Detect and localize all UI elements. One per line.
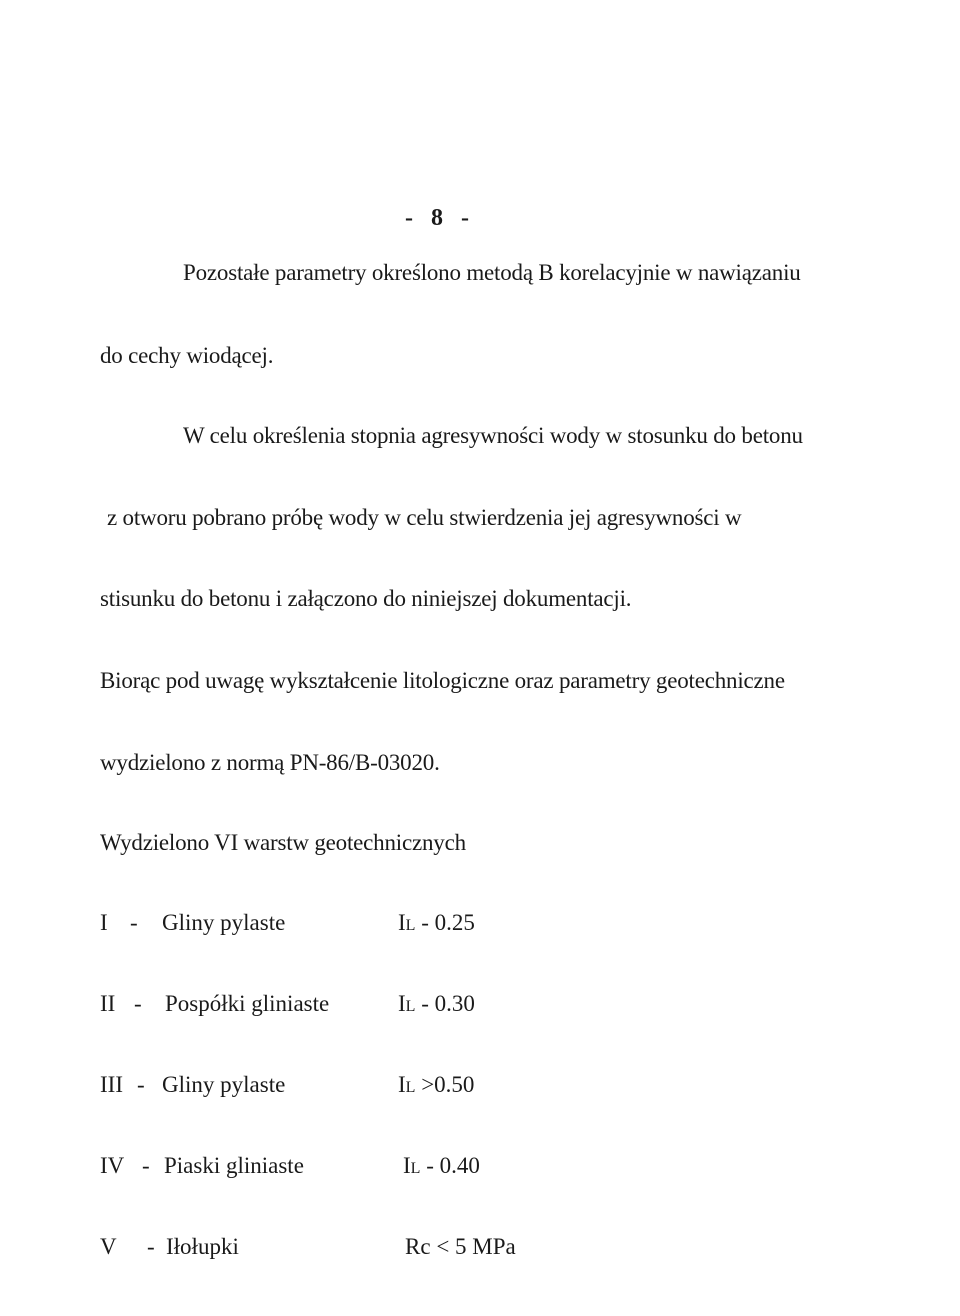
layer-dash: - xyxy=(137,1072,145,1097)
param-value: < 5 MPa xyxy=(430,1234,516,1259)
paragraph-3-line-1: Biorąc pod uwagę wykształcenie litologiczne oraz parametry geotechniczne xyxy=(100,668,785,693)
param-symbol: Rc xyxy=(405,1234,431,1259)
param-value: >0.50 xyxy=(415,1072,475,1097)
layer-dash: - xyxy=(142,1153,150,1178)
layer-dash: - xyxy=(147,1234,155,1259)
layer-row xyxy=(0,1151,960,1181)
layer-row xyxy=(0,1070,960,1100)
param-symbol: I xyxy=(398,910,406,935)
layer-parameter xyxy=(398,1070,474,1103)
param-value: - 0.25 xyxy=(415,910,475,935)
paragraph-2-line-3: stisunku do betonu i załączono do niniejszej dokumentacji. xyxy=(100,586,632,611)
layer-name: Piaski gliniaste xyxy=(164,1153,304,1178)
layer-dash: - xyxy=(134,991,142,1016)
param-symbol: I xyxy=(398,991,406,1016)
layer-roman: V xyxy=(100,1234,117,1259)
page-number: - 8 - xyxy=(405,205,475,231)
layer-parameter xyxy=(398,908,475,941)
paragraph-1-line-2: do cechy wiodącej. xyxy=(100,343,274,368)
param-subscript: L xyxy=(405,998,416,1015)
layer-row xyxy=(0,1232,960,1262)
param-subscript: L xyxy=(405,1079,416,1096)
layer-name: Gliny pylaste xyxy=(162,1072,286,1097)
paragraph-3-line-2: wydzielono z normą PN-86/B-03020. xyxy=(100,750,440,775)
layer-parameter xyxy=(403,1151,480,1184)
paragraph-1-line-1: Pozostałe parametry określono metodą B korelacyjnie w nawiązaniu xyxy=(183,260,801,285)
layer-roman: IV xyxy=(100,1153,125,1178)
layer-roman: III xyxy=(100,1072,123,1097)
paragraph-2-line-2: z otworu pobrano próbę wody w celu stwierdzenia jej agresywności w xyxy=(107,505,742,530)
param-value: - 0.30 xyxy=(415,991,475,1016)
layer-name: Gliny pylaste xyxy=(162,910,286,935)
layer-parameter xyxy=(398,989,475,1022)
layer-roman: II xyxy=(100,991,116,1016)
param-symbol: I xyxy=(398,1072,406,1097)
param-subscript: L xyxy=(410,1160,421,1177)
layer-dash: - xyxy=(130,910,138,935)
layer-name: Iłołupki xyxy=(166,1234,239,1259)
layer-parameter xyxy=(405,1232,516,1265)
param-symbol: I xyxy=(403,1153,411,1178)
layer-name: Pospółki gliniaste xyxy=(165,991,330,1016)
param-subscript: L xyxy=(405,917,416,934)
param-value: - 0.40 xyxy=(420,1153,480,1178)
layer-row xyxy=(0,989,960,1019)
paragraph-2-line-1: W celu określenia stopnia agresywności wody w stosunku do betonu xyxy=(183,423,803,448)
layer-row xyxy=(0,908,960,938)
paragraph-4-line-1: Wydzielono VI warstw geotechnicznych xyxy=(100,830,466,855)
layer-roman: I xyxy=(100,910,108,935)
